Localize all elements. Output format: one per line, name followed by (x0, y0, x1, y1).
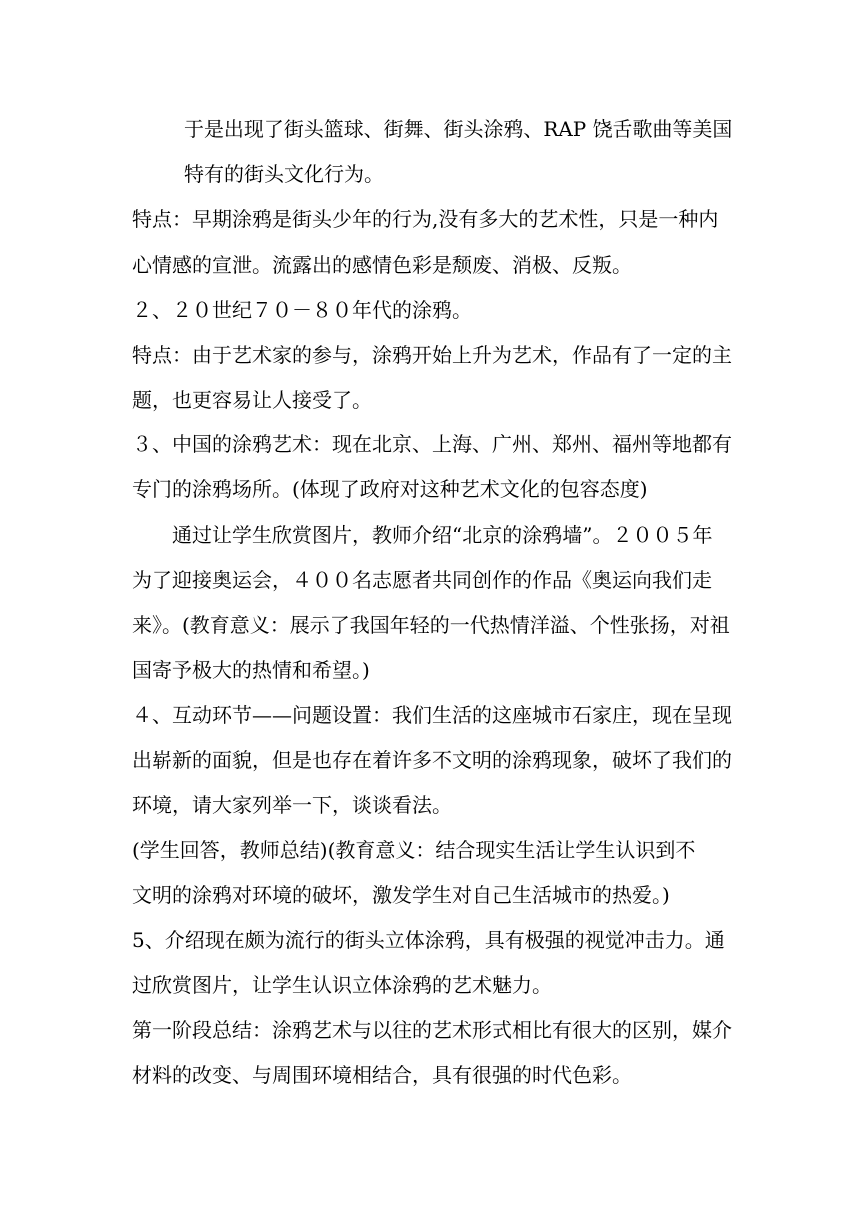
text-line: 为了迎接奥运会，４００名志愿者共同创作的作品《奥运向我们走 (132, 568, 712, 592)
text-line: 于是出现了街头篮球、街舞、街头涂鸦、RAP 饶舌歌曲等美国 (184, 117, 733, 141)
text-line: 心情感的宣泄。流露出的感情色彩是颓废、消极、反叛。 (132, 253, 632, 277)
text-line: 来》。(教育意义：展示了我国年轻的一代热情洋溢、个性张扬，对祖 (132, 613, 730, 637)
text-line: 文明的涂鸦对环境的破坏，激发学生对自己生活城市的热爱。) (132, 883, 670, 907)
text-line: 材料的改变、与周围环境相结合，具有很强的时代色彩。 (132, 1063, 632, 1087)
text-line: ３、中国的涂鸦艺术：现在北京、上海、广州、郑州、福州等地都有 (132, 432, 732, 456)
text-line: ２、２０世纪７０－８０年代的涂鸦。 (132, 298, 472, 322)
text-line: ４、互动环节——问题设置：我们生活的这座城市石家庄，现在呈现 (132, 703, 732, 727)
text-line: (学生回答，教师总结)(教育意义：结合现实生活让学生认识到不 (132, 838, 696, 862)
text-line: 特点：早期涂鸦是街头少年的行为,没有多大的艺术性，只是一种内 (132, 207, 719, 231)
text-line: 专门的涂鸦场所。(体现了政府对这种艺术文化的包容态度) (132, 477, 648, 501)
text-line: 题，也更容易让人接受了。 (132, 388, 372, 412)
text-line: 过欣赏图片，让学生认识立体涂鸦的艺术魅力。 (132, 973, 552, 997)
text-line: 第一阶段总结：涂鸦艺术与以往的艺术形式相比有很大的区别，媒介 (132, 1018, 732, 1042)
text-line: 国寄予极大的热情和希望。) (132, 658, 370, 682)
text-line: 环境，请大家列举一下，谈谈看法。 (132, 793, 452, 817)
text-line: 通过让学生欣赏图片，教师介绍“北京的涂鸦墙”。２００５年 (172, 523, 713, 547)
text-line: 特有的街头文化行为。 (184, 162, 384, 186)
text-line: 5、介绍现在颇为流行的街头立体涂鸦，具有极强的视觉冲击力。通 (132, 928, 725, 952)
text-line: 特点：由于艺术家的参与，涂鸦开始上升为艺术，作品有了一定的主 (132, 343, 732, 367)
text-line: 出崭新的面貌，但是也存在着许多不文明的涂鸦现象，破坏了我们的 (132, 748, 732, 772)
